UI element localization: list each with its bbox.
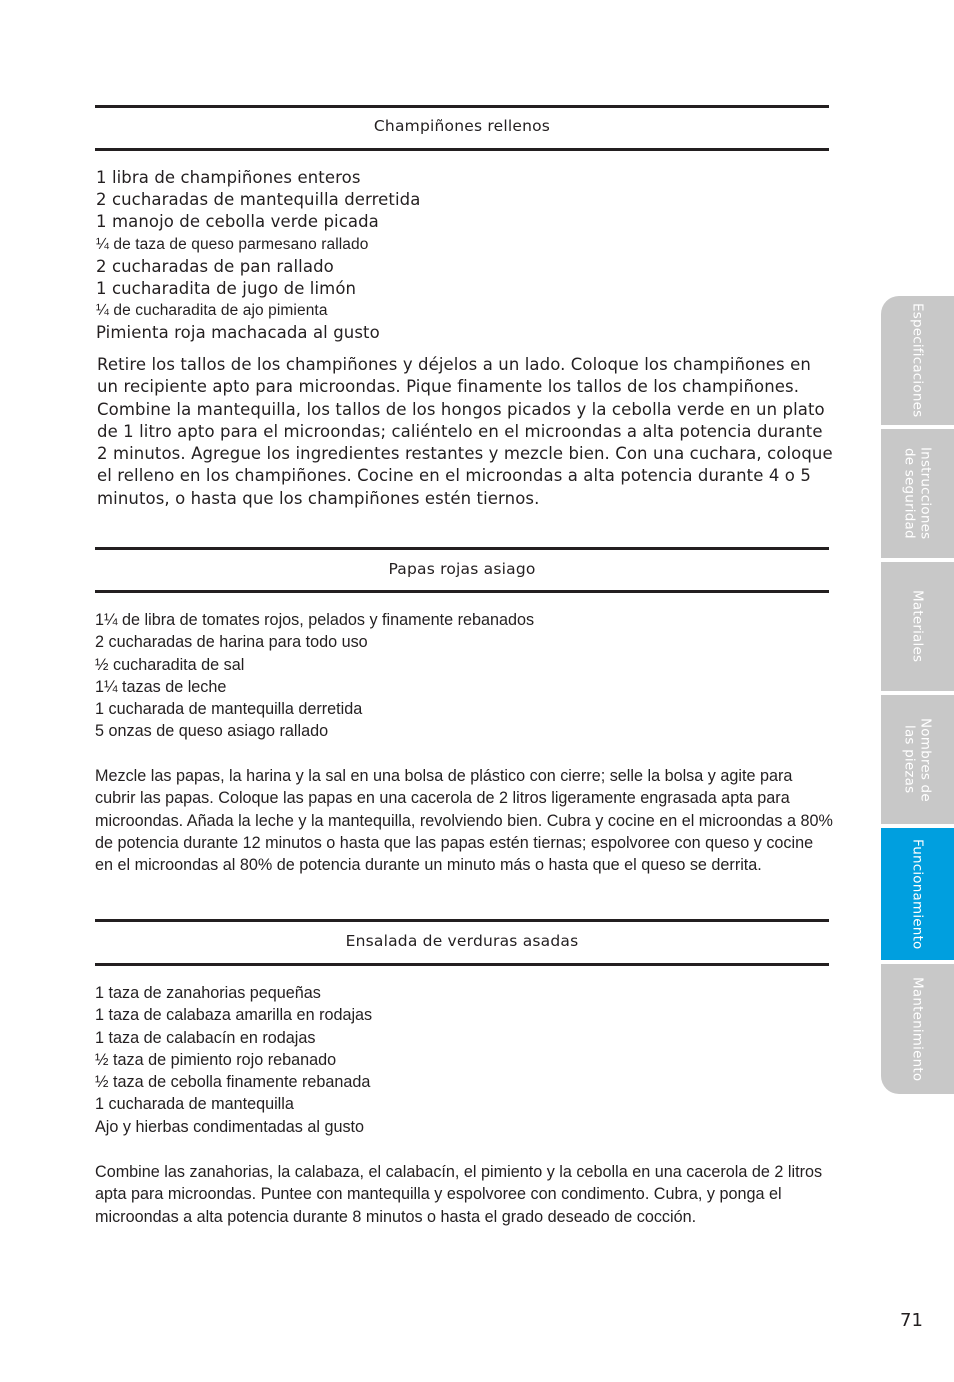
recipe-1-bottom-rule <box>95 148 829 151</box>
ingredient-line: ½ cucharadita de sal <box>95 655 245 674</box>
tab-label: Especificaciones <box>909 303 926 418</box>
recipe-1-instructions: Retire los tallos de los champiñones y déjelos a un lado. Coloque los champiñones en un recipiente apto para microondas. Pique finamente los tallos de los champiñones. Combine la mantequilla, los tallos de los hongos picados y la cebolla verde en un plato de 1 litro apto para el microondas; caliéntelo en el microondas a alta potencia durante 2 minutos. Agregue los ingredientes restantes y mezcle bien. Con una cuchara, coloque el relleno en los champiñones. Cocine en el microondas a alta potencia durante 4 o 5 minutos, o hasta que los champiñones estén tiernos. <box>97 355 833 508</box>
recipe-1-ingredients <box>96 167 836 345</box>
recipe-2-bottom-rule <box>95 590 829 593</box>
ingredient-line: ¼ de taza de queso parmesano rallado <box>96 235 369 253</box>
recipe-3-top-rule <box>95 919 829 922</box>
ingredient-line: 1 taza de calabaza amarilla en rodajas <box>95 1006 373 1025</box>
tab-mantenimiento[interactable] <box>881 964 954 1094</box>
ingredient-line: 1 taza de zanahorias pequeñas <box>95 984 321 1002</box>
ingredient-line: 1 libra de champiñones enteros <box>96 168 361 187</box>
recipe-3-instructions: Combine las zanahorias, la calabaza, el calabacín, el pimiento y la cebolla en una cacerola de 2 litros apta para microondas. Puntee con mantequilla y espolvoree con condimento. Cubra, y ponga el microondas a alta potencia durante 8 minutos o hasta el grado deseado de cocción. <box>95 1163 823 1226</box>
ingredient-line: 1 cucharada de mantequilla <box>95 1095 294 1114</box>
recipe-2-title: Papas rojas asiago <box>388 560 536 578</box>
tab-instrucciones-de-seguridad[interactable] <box>881 429 954 558</box>
ingredient-line: Pimienta roja machacada al gusto <box>96 323 380 343</box>
tab-label: Nombres de las piezas <box>901 717 934 802</box>
recipe-2-ingredients <box>95 609 829 743</box>
tab-materiales[interactable] <box>881 562 954 691</box>
recipe-3-title: Ensalada de verduras asadas <box>345 932 579 950</box>
recipe-1-top-rule <box>95 105 829 108</box>
ingredient-line: 1 manojo de cebolla verde picada <box>96 212 379 232</box>
ingredient-line: 1¼ de libra de tomates rojos, pelados y finamente rebanados <box>95 611 535 629</box>
tab-funcionamiento[interactable] <box>881 828 954 960</box>
page-number: 71 <box>900 1310 923 1331</box>
tab-label: Materiales <box>909 590 926 663</box>
recipe-1-title: Champiñones rellenos <box>373 117 551 135</box>
recipe-2-top-rule <box>95 547 829 550</box>
tab-label: Mantenimiento <box>909 976 926 1082</box>
recipe-3-ingredients <box>95 982 829 1138</box>
ingredient-line: 1¼ tazas de leche <box>95 677 227 696</box>
ingredient-line: 5 onzas de queso asiago rallado <box>95 722 329 741</box>
ingredient-line: ½ taza de cebolla finamente rebanada <box>95 1073 371 1092</box>
ingredient-line: Ajo y hierbas condimentadas al gusto <box>95 1117 365 1136</box>
recipe-3-bottom-rule <box>95 963 829 966</box>
ingredient-line: 1 cucharada de mantequilla derretida <box>95 700 363 719</box>
ingredient-line: 2 cucharadas de pan rallado <box>96 256 334 276</box>
ingredient-line: 2 cucharadas de mantequilla derretida <box>96 190 421 210</box>
tab-nombres-de-las-piezas[interactable] <box>881 695 954 824</box>
ingredient-line: 1 taza de calabacín en rodajas <box>95 1028 316 1047</box>
recipe-2-instructions: Mezcle las papas, la harina y la sal en una bolsa de plástico con cierre; selle la bolsa y agite para cubrir las papas. Coloque las papas en una cacerola de 2 litros ligeramente engrasada apta para microondas. Añada la leche y la mantequilla, revolviendo bien. Cubra y cocine en el microondas a 80% de potencia durante 12 minutos o hasta que las papas estén tiernas; espolvoree con queso y cocine en el microondas al 80% de potencia durante un minuto más o hasta que el queso se derrita. <box>95 767 833 875</box>
ingredient-line: 2 cucharadas de harina para todo uso <box>95 633 368 652</box>
ingredient-line: ¼ de cucharadita de ajo pimienta <box>96 302 328 320</box>
tab-label: Funcionamiento <box>909 838 926 950</box>
tab-especificaciones[interactable] <box>881 296 954 425</box>
ingredient-line: ½ taza de pimiento rojo rebanado <box>95 1050 337 1069</box>
tab-label: Instrucciones de seguridad <box>901 447 934 540</box>
ingredient-line: 1 cucharadita de jugo de limón <box>96 279 357 299</box>
